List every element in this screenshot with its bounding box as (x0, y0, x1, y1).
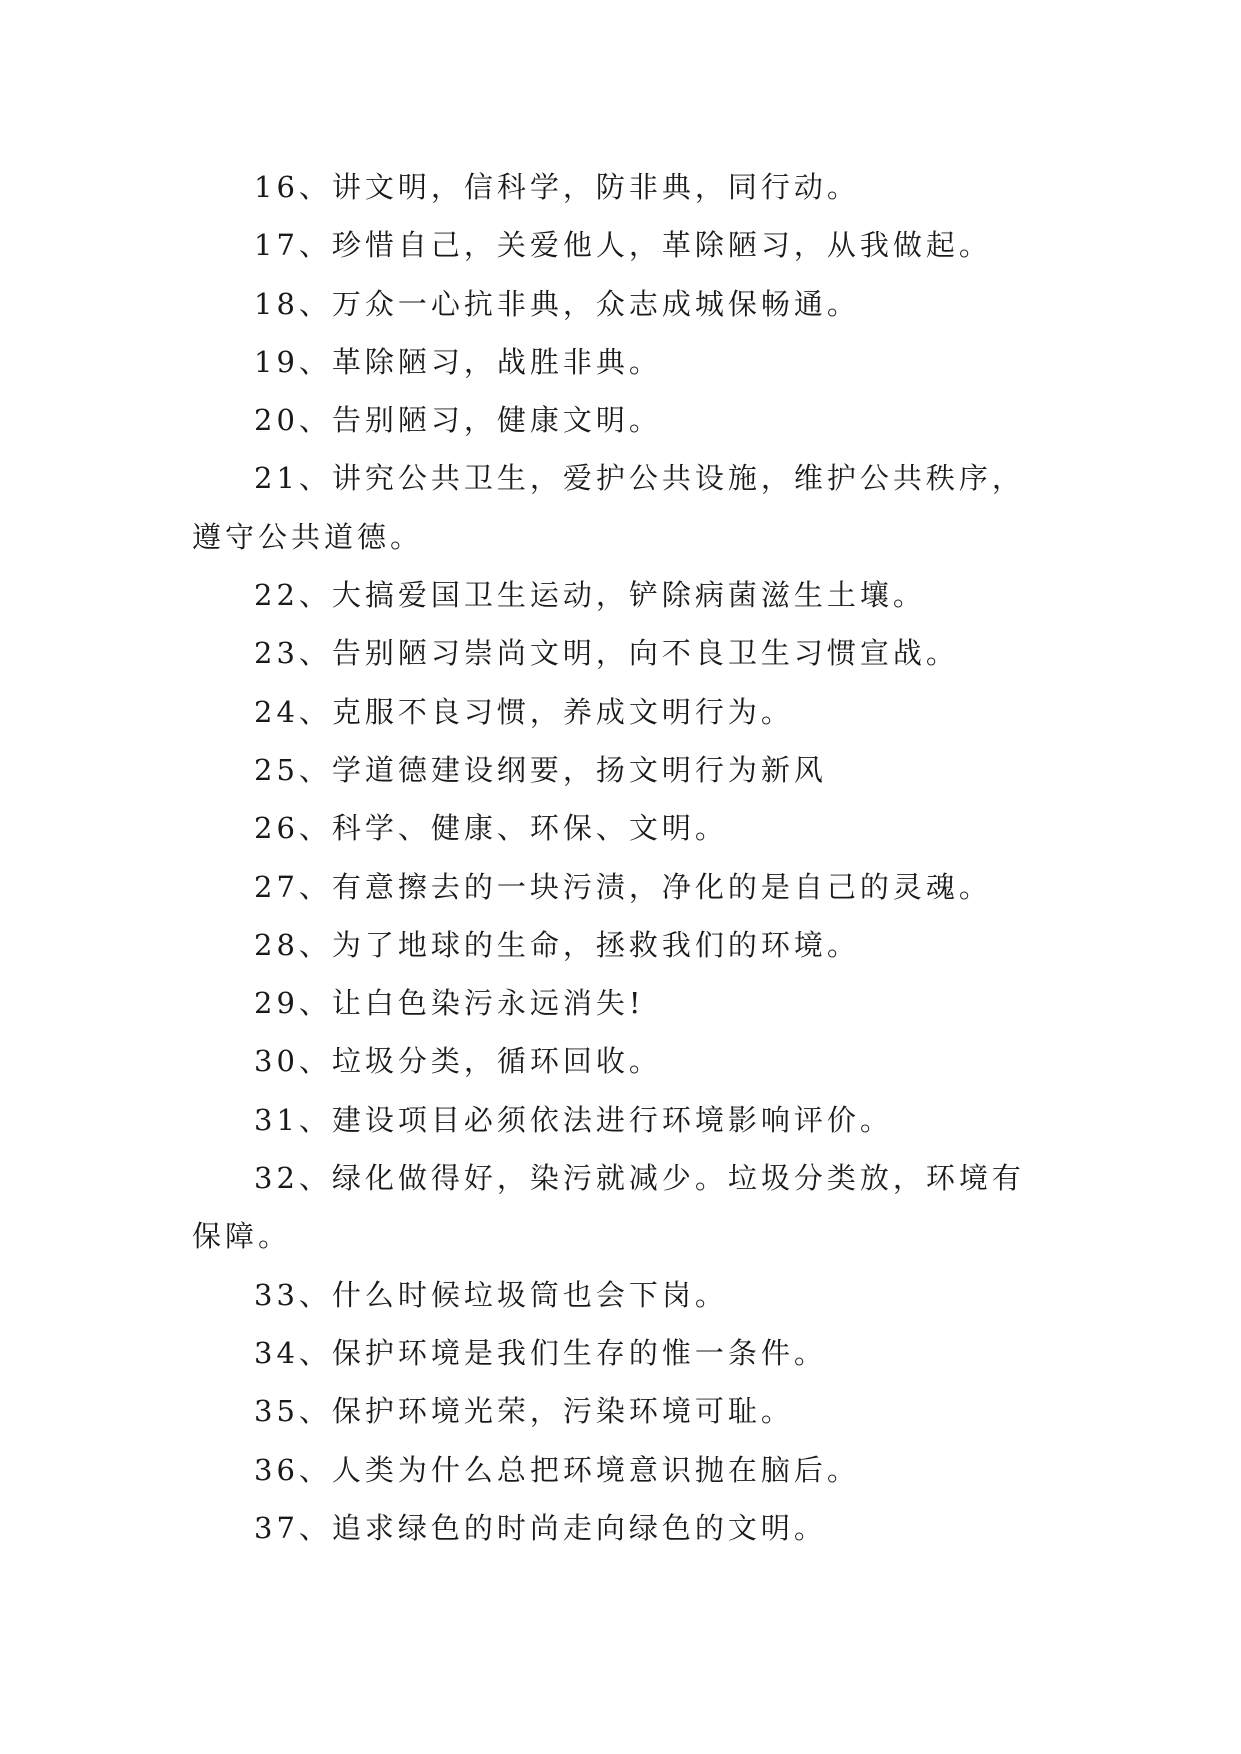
slogan-paragraph: 24、克服不良习惯，养成文明行为。 (254, 694, 794, 729)
slogan-paragraph: 28、为了地球的生命，拯救我们的环境。 (254, 927, 860, 962)
slogan-paragraph: 21、讲究公共卫生，爱护公共设施，维护公共秩序，遵守公共道德。 (192, 461, 1025, 554)
slogan-paragraph: 29、让白色染污永远消失! (254, 986, 645, 1021)
slogan-paragraph: 25、学道德建设纲要，扬文明行为新风 (254, 752, 827, 787)
slogan-paragraph: 36、人类为什么总把环境意识抛在脑后。 (254, 1452, 860, 1487)
slogan-paragraph: 18、万众一心抗非典，众志成城保畅通。 (254, 286, 860, 321)
slogan-paragraph: 30、垃圾分类，循环回收。 (254, 1044, 662, 1079)
slogan-paragraph: 23、告别陋习崇尚文明，向不良卫生习惯宣战。 (254, 636, 959, 671)
slogan-paragraph: 22、大搞爱国卫生运动，铲除病菌滋生土壤。 (254, 578, 926, 613)
slogan-paragraph: 37、追求绿色的时尚走向绿色的文明。 (254, 1510, 827, 1545)
slogan-paragraph: 35、保护环境光荣，污染环境可耻。 (254, 1394, 794, 1429)
slogan-paragraph: 20、告别陋习，健康文明。 (254, 403, 662, 438)
slogan-paragraph: 16、讲文明，信科学，防非典，同行动。 (254, 170, 860, 204)
slogan-paragraph: 27、有意擦去的一块污渍，净化的是自己的灵魂。 (254, 869, 992, 904)
slogan-list (192, 158, 1054, 1557)
slogan-paragraph: 17、珍惜自己，关爱他人，革除陋习，从我做起。 (254, 228, 992, 263)
slogan-paragraph: 31、建设项目必须依法进行环境影响评价。 (254, 1102, 893, 1137)
slogan-paragraph: 19、革除陋习，战胜非典。 (254, 344, 662, 379)
slogan-paragraph: 32、绿化做得好，染污就减少。垃圾分类放，环境有保障。 (192, 1161, 1025, 1254)
slogan-paragraph: 34、保护环境是我们生存的惟一条件。 (254, 1335, 827, 1370)
slogan-paragraph: 26、科学、健康、环保、文明。 (254, 811, 728, 846)
slogan-paragraph: 33、什么时候垃圾筒也会下岗。 (254, 1277, 728, 1312)
